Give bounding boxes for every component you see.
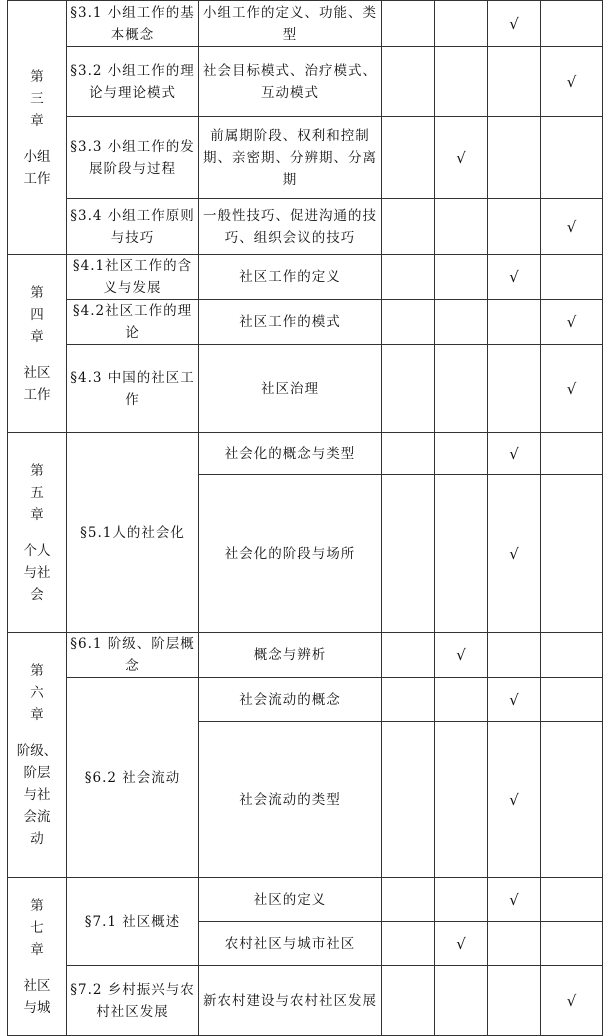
chapter-line: 社区 [23, 364, 51, 381]
chapter-cell [8, 633, 67, 878]
level-2-cell [435, 922, 488, 966]
level-4-cell [541, 255, 603, 300]
level-1-cell [382, 922, 435, 966]
chapter-line: 工作 [23, 386, 51, 403]
content-cell: 社区工作的定义 [199, 255, 382, 300]
section-cell: §6.1 阶级、阶层概念 [67, 633, 199, 678]
section-cell: §3.1 小组工作的基本概念 [67, 1, 199, 47]
level-1-cell [382, 475, 435, 633]
level-3-cell [488, 1, 541, 47]
chapter-line: 会 [30, 586, 44, 603]
content-cell: 一般性技巧、促进沟通的技巧、组织会议的技巧 [199, 199, 382, 255]
check-mark: √ [509, 890, 519, 909]
level-4-cell [541, 47, 603, 117]
level-2-cell [435, 117, 488, 199]
level-1-cell [382, 300, 435, 345]
level-2-cell [435, 878, 488, 922]
chapter-line [11, 726, 63, 740]
level-4-cell [541, 678, 603, 722]
check-mark: √ [509, 690, 519, 709]
content-cell: 新农村建设与农村社区发展 [199, 966, 382, 1036]
chapter-cell [8, 878, 67, 1036]
chapter-line: 四 [30, 306, 44, 323]
content-cell: 社区的定义 [199, 878, 382, 922]
level-2-cell [435, 678, 488, 722]
chapter-line: 阶层 [23, 765, 51, 781]
table-row [8, 433, 603, 475]
content-cell: 社会化的阶段与场所 [199, 475, 382, 633]
level-4-cell [541, 433, 603, 475]
level-4-cell [541, 878, 603, 922]
chapter-line: 第 [30, 462, 44, 479]
level-4-cell [541, 300, 603, 345]
content-cell: 概念与辨析 [199, 633, 382, 678]
level-3-cell [488, 966, 541, 1036]
table-row [8, 633, 603, 678]
chapter-line: 章 [30, 941, 44, 958]
chapter-line: 第 [30, 284, 44, 301]
table-row [8, 966, 603, 1036]
section-cell: §4.2社区工作的理论 [67, 300, 199, 345]
table-row [8, 345, 603, 433]
level-3-cell [488, 255, 541, 300]
level-3-cell [488, 47, 541, 117]
chapter-line [11, 526, 63, 540]
level-3-cell [488, 878, 541, 922]
table-row [8, 878, 603, 922]
check-mark: √ [509, 544, 519, 563]
chapter-line: 小组 [23, 148, 51, 165]
chapter-line: 工作 [23, 170, 51, 187]
level-2-cell [435, 433, 488, 475]
level-3-cell [488, 345, 541, 433]
table-row [8, 255, 603, 300]
chapter-line: 章 [30, 506, 44, 523]
content-cell: 前属期阶段、权利和控制期、亲密期、分辨期、分离期 [199, 117, 382, 199]
chapter-line: 个人 [23, 542, 51, 559]
section-cell: §6.2 社会流动 [67, 678, 199, 878]
level-1-cell [382, 255, 435, 300]
level-1-cell [382, 1, 435, 47]
level-3-cell [488, 922, 541, 966]
table-row [8, 678, 603, 722]
syllabus-table [7, 0, 603, 1036]
chapter-line: 三 [30, 90, 44, 107]
level-1-cell [382, 117, 435, 199]
level-3-cell [488, 199, 541, 255]
section-cell: §7.2 乡村振兴与农村社区发展 [67, 966, 199, 1036]
chapter-line: 章 [30, 328, 44, 345]
level-2-cell [435, 47, 488, 117]
table-row [8, 300, 603, 345]
check-mark: √ [509, 14, 519, 33]
check-mark: √ [509, 444, 519, 463]
section-cell: §3.3 小组工作的发展阶段与过程 [67, 117, 199, 199]
level-2-cell [435, 300, 488, 345]
chapter-line: 动 [30, 831, 44, 847]
chapter-line [11, 961, 63, 975]
level-1-cell [382, 433, 435, 475]
chapter-line: 第 [30, 68, 44, 85]
level-3-cell [488, 300, 541, 345]
level-2-cell [435, 966, 488, 1036]
chapter-line: 第 [30, 897, 44, 914]
level-2-cell [435, 199, 488, 255]
check-mark: √ [566, 217, 577, 236]
chapter-line: 与城 [23, 999, 51, 1016]
check-mark: √ [456, 646, 466, 664]
level-1-cell [382, 345, 435, 433]
chapter-line: 会流 [23, 809, 51, 825]
level-4-cell [541, 633, 603, 678]
section-cell: §7.1 社区概述 [67, 878, 199, 966]
table-row [8, 199, 603, 255]
check-mark: √ [566, 379, 577, 398]
check-mark: √ [566, 313, 577, 331]
section-cell: §5.1人的社会化 [67, 433, 199, 633]
chapter-line: 五 [30, 484, 44, 501]
level-2-cell [435, 1, 488, 47]
level-3-cell [488, 117, 541, 199]
section-cell: §3.2 小组工作的理论与理论模式 [67, 47, 199, 117]
level-4-cell [541, 966, 603, 1036]
level-4-cell [541, 922, 603, 966]
level-2-cell [435, 345, 488, 433]
chapter-cell [8, 255, 67, 433]
content-cell: 社会化的概念与类型 [199, 433, 382, 475]
content-cell: 小组工作的定义、功能、类型 [199, 1, 382, 47]
table-row [8, 47, 603, 117]
level-4-cell [541, 1, 603, 47]
level-2-cell [435, 633, 488, 678]
chapter-line: 阶级、 [16, 743, 58, 759]
chapter-cell [8, 1, 67, 255]
level-4-cell [541, 345, 603, 433]
level-1-cell [382, 199, 435, 255]
level-4-cell [541, 722, 603, 878]
level-1-cell [382, 966, 435, 1036]
check-mark: √ [566, 991, 577, 1010]
content-cell: 农村社区与城市社区 [199, 922, 382, 966]
level-2-cell [435, 255, 488, 300]
table-row [8, 1, 603, 47]
level-4-cell [541, 199, 603, 255]
chapter-line [11, 132, 63, 146]
check-mark: √ [456, 148, 466, 167]
chapter-line: 与社 [23, 787, 51, 803]
level-3-cell [488, 633, 541, 678]
level-3-cell [488, 475, 541, 633]
chapter-cell [8, 433, 67, 633]
check-mark: √ [509, 268, 519, 286]
content-cell: 社区治理 [199, 345, 382, 433]
content-cell: 社区工作的模式 [199, 300, 382, 345]
chapter-line: 七 [30, 919, 44, 936]
chapter-line [11, 348, 63, 362]
section-cell: §4.3 中国的社区工作 [67, 345, 199, 433]
check-mark: √ [566, 72, 577, 91]
check-mark: √ [456, 934, 466, 953]
content-cell: 社会目标模式、治疗模式、互动模式 [199, 47, 382, 117]
chapter-line: 社区 [23, 977, 51, 994]
chapter-line: 章 [30, 112, 44, 129]
level-1-cell [382, 47, 435, 117]
level-3-cell [488, 678, 541, 722]
content-cell: 社会流动的概念 [199, 678, 382, 722]
chapter-line: 章 [30, 707, 44, 723]
check-mark: √ [509, 790, 519, 809]
table-row [8, 117, 603, 199]
level-2-cell [435, 475, 488, 633]
section-cell: §3.4 小组工作原则与技巧 [67, 199, 199, 255]
chapter-line: 第 [30, 663, 44, 679]
chapter-line: 六 [30, 685, 44, 701]
level-1-cell [382, 722, 435, 878]
level-1-cell [382, 633, 435, 678]
level-1-cell [382, 878, 435, 922]
level-2-cell [435, 722, 488, 878]
level-1-cell [382, 678, 435, 722]
level-4-cell [541, 475, 603, 633]
level-3-cell [488, 433, 541, 475]
chapter-line: 与社 [23, 564, 51, 581]
level-4-cell [541, 117, 603, 199]
level-3-cell [488, 722, 541, 878]
section-cell: §4.1社区工作的含义与发展 [67, 255, 199, 300]
content-cell: 社会流动的类型 [199, 722, 382, 878]
